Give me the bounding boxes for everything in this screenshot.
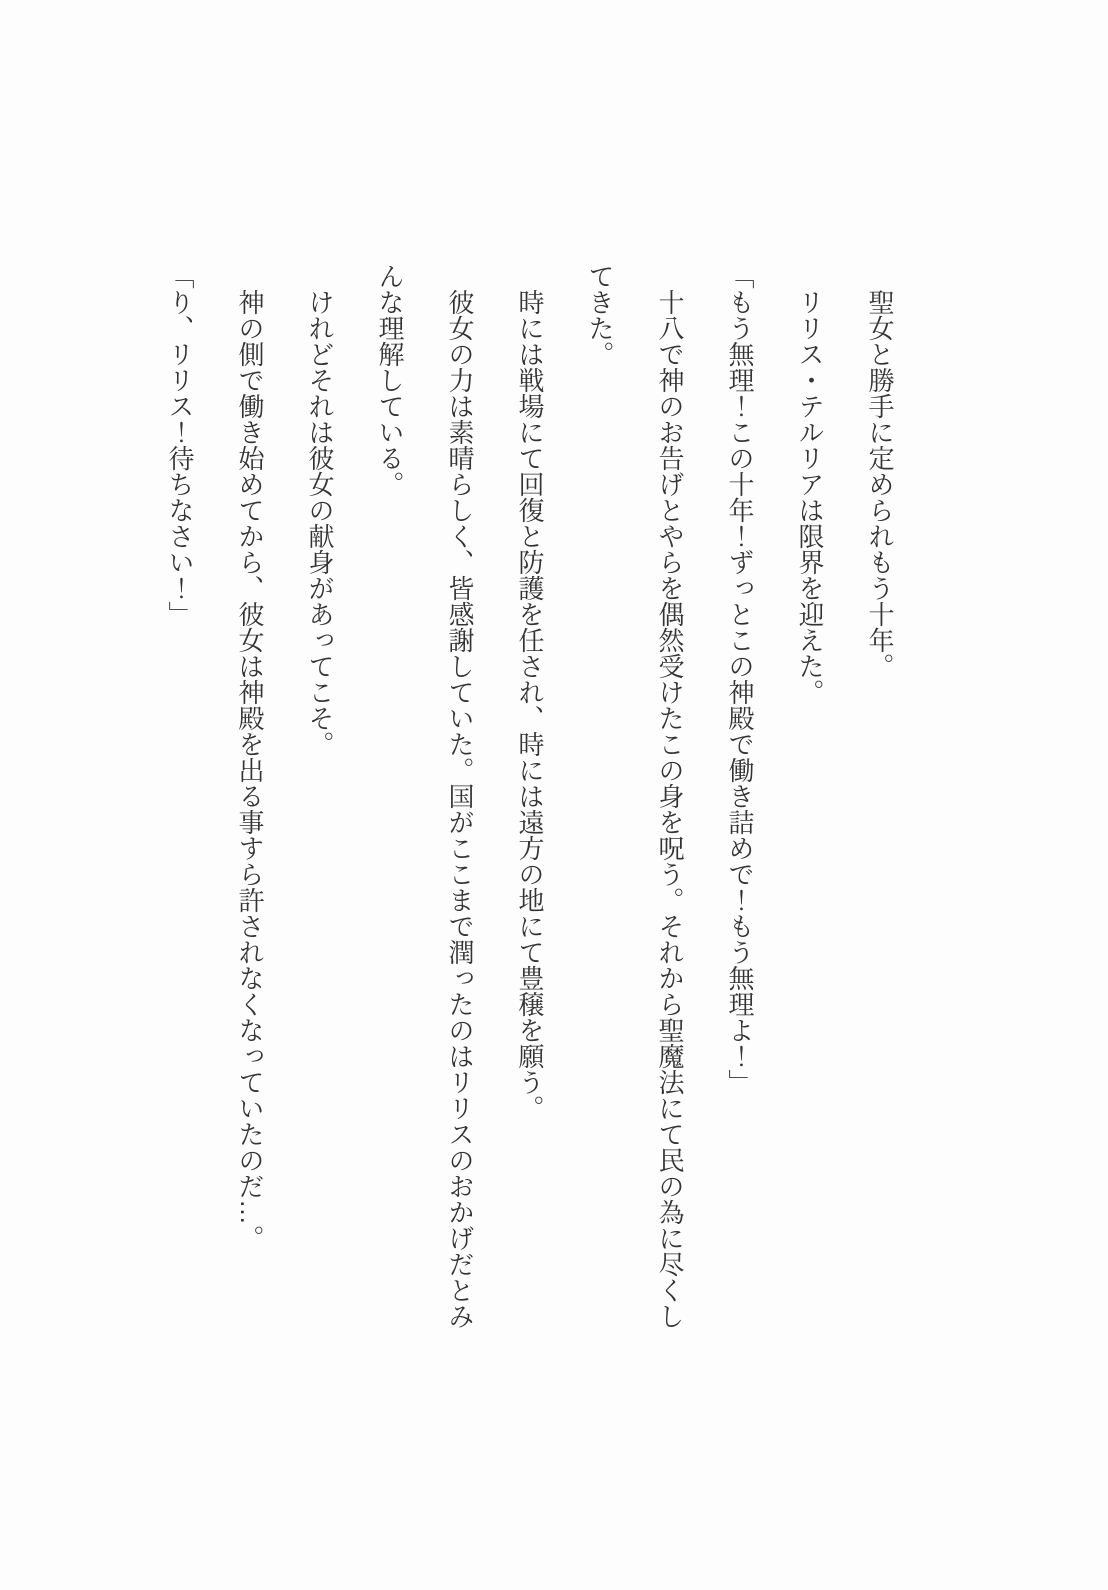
dialogue-line: 「り、リリス！待ちなさい！」	[165, 263, 195, 627]
narration-paragraph: 十八で神のお告げとやらを偶然受けたこの身を呪う。それから聖魔法にて民の為に尽くしてきた。	[585, 263, 685, 1329]
narration-paragraph: 神の側で働き始めてから、彼女は神殿を出る事すら許されなくなっていたのだ…。	[235, 289, 265, 1251]
narration-paragraph: 彼女の力は素晴らしく、皆感謝していた。国がここまで潤ったのはリリスのおかげだとみんな理解している。	[375, 263, 475, 1329]
dialogue-line: 「もう無理！この十年！ずっとこの神殿で働き詰めで！もう無理よ！」	[725, 263, 755, 1095]
narration-paragraph: 聖女と勝手に定められもう十年。	[865, 289, 895, 679]
narration-paragraph: 時には戦場にて回復と防護を任され、時には遠方の地にて豊穣を願う。	[515, 289, 545, 1121]
vertical-text-block	[145, 263, 915, 1335]
narration-paragraph: けれどそれは彼女の献身があってこそ。	[305, 289, 335, 757]
narration-paragraph: リリス・テルリアは限界を迎えた。	[795, 289, 825, 705]
